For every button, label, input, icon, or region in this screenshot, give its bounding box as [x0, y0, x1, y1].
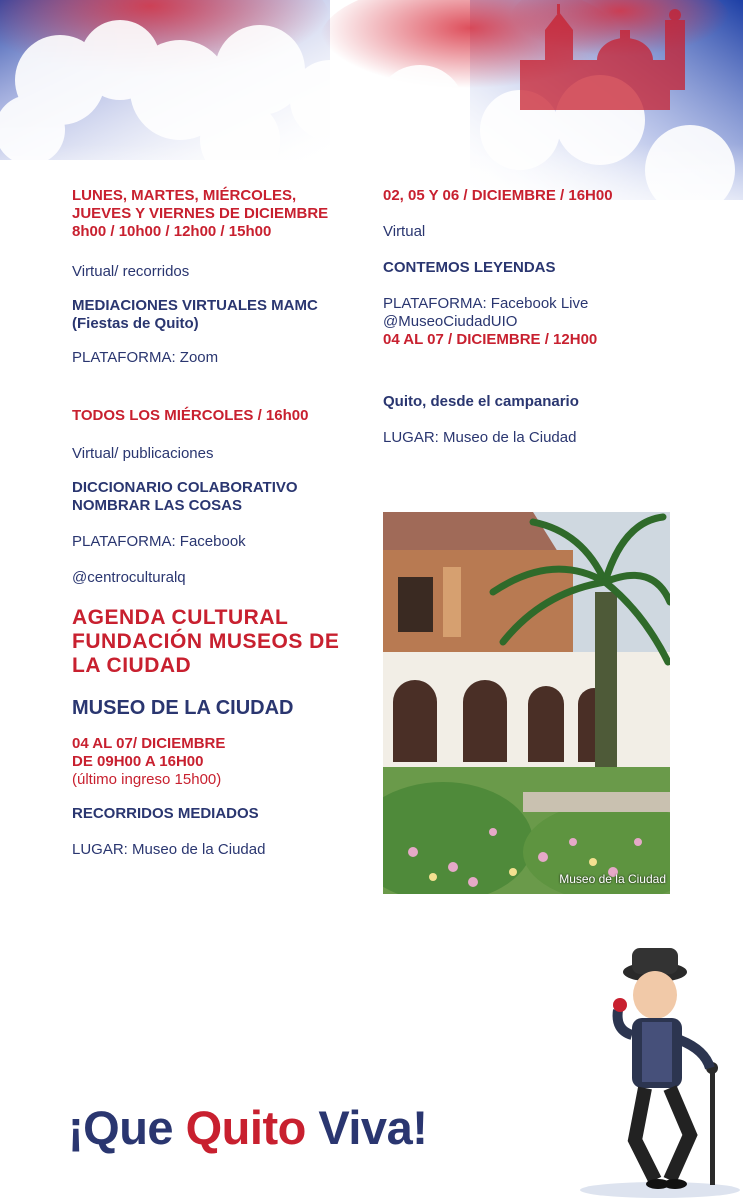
slogan [68, 1100, 427, 1155]
event-mode: Virtual [383, 223, 426, 240]
event-platform: PLATAFORMA: Facebook Live [383, 295, 589, 312]
slogan-part: Viva! [318, 1101, 428, 1154]
event-date-line: 04 AL 07/ DICIEMBRE [72, 735, 226, 752]
museum-name: MUSEO DE LA CIUDAD [72, 697, 294, 719]
event-date-line: 04 AL 07 / DICIEMBRE / 12H00 [383, 331, 598, 348]
event-place: LUGAR: Museo de la Ciudad [383, 429, 577, 446]
event-title: DICCIONARIO COLABORATIVO [72, 479, 298, 496]
agenda-title-line: FUNDACIÓN MUSEOS DE [72, 630, 340, 653]
event-title: RECORRIDOS MEDIADOS [72, 805, 259, 822]
event-title: Quito, desde el campanario [383, 393, 579, 410]
agenda-heading [72, 606, 372, 720]
photo-caption: Museo de la Ciudad [559, 872, 666, 886]
event-date-line: 02, 05 Y 06 / DICIEMBRE / 16H00 [383, 187, 613, 204]
event-diccionario [72, 407, 372, 587]
event-handle: @MuseoCiudadUIO [383, 313, 518, 330]
event-time-line: DE 09H00 A 16H00 [72, 753, 204, 770]
event-date-line: LUNES, MARTES, MIÉRCOLES, [72, 187, 297, 204]
agenda-title-line: AGENDA CULTURAL [72, 606, 289, 629]
event-note: (último ingreso 15h00) [72, 771, 222, 788]
event-platform: PLATAFORMA: Zoom [72, 349, 219, 366]
event-title: NOMBRAR LAS COSAS [72, 497, 243, 514]
slogan-part: ¡Que [68, 1101, 174, 1154]
event-date-line: TODOS LOS MIÉRCOLES / 16h00 [72, 407, 309, 424]
event-leyendas [383, 187, 713, 447]
event-handle: @centroculturalq [72, 569, 186, 586]
event-mode: Virtual/ recorridos [72, 263, 190, 280]
museum-photo [383, 512, 670, 894]
event-platform: PLATAFORMA: Facebook [72, 533, 246, 550]
chulla-mascot-illustration [560, 940, 743, 1200]
museum-courtyard-illustration [383, 512, 670, 894]
agenda-title-line: LA CIUDAD [72, 654, 192, 677]
slogan-part: Quito [185, 1101, 306, 1154]
event-mediaciones [72, 187, 372, 367]
event-place: LUGAR: Museo de la Ciudad [72, 841, 266, 858]
event-mode: Virtual/ publicaciones [72, 445, 214, 462]
event-date-line: JUEVES Y VIERNES DE DICIEMBRE [72, 205, 329, 222]
event-time-line: 8h00 / 10h00 / 12h00 / 15h00 [72, 223, 272, 240]
event-recorridos [72, 735, 372, 859]
event-subtitle: (Fiestas de Quito) [72, 315, 199, 332]
event-title: CONTEMOS LEYENDAS [383, 259, 556, 276]
event-title: MEDIACIONES VIRTUALES MAMC [72, 297, 318, 314]
